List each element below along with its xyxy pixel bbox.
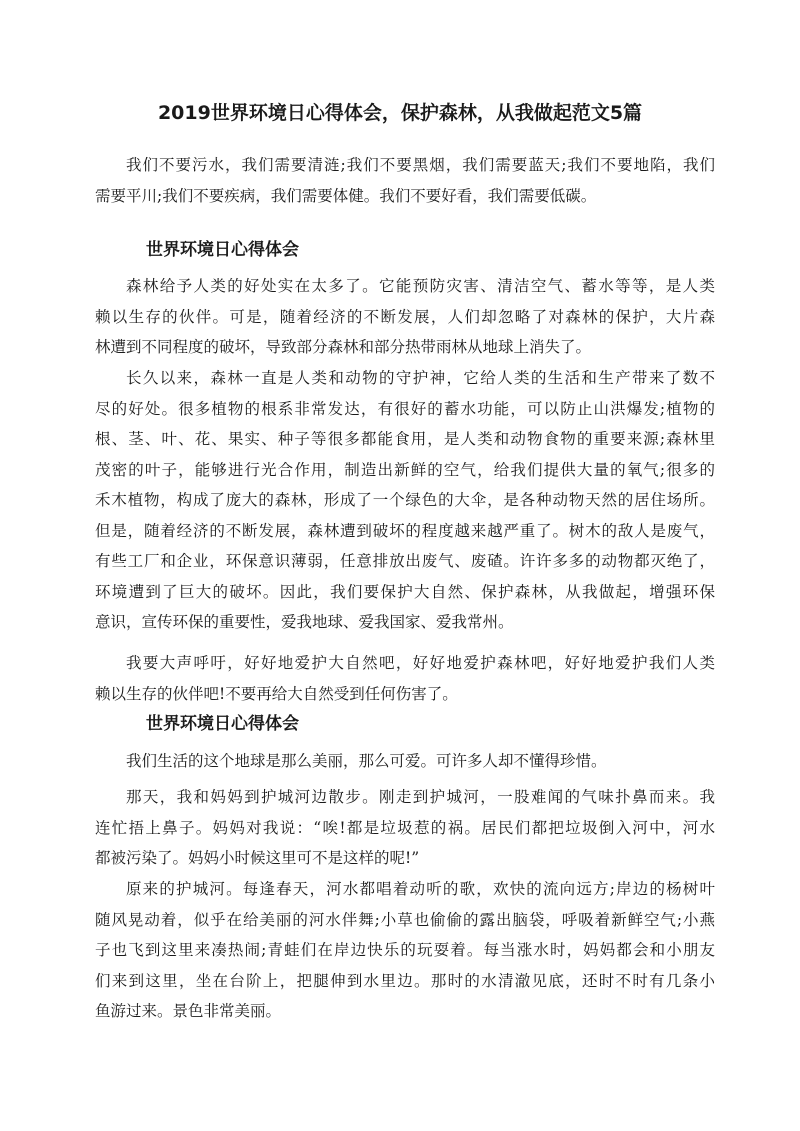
text-line: 随风晃动着，似乎在给美丽的河水伴舞;小草也偷偷的露出脑袋，呼吸着新鲜空气;小燕	[95, 910, 715, 929]
section-heading: 世界环境日心得体会	[146, 240, 299, 260]
text-line: 但是，随着经济的不断发展，森林遭到破坏的程度越来越严重了。树木的敌人是废气，	[95, 521, 715, 540]
text-line: 鱼游过来。景色非常美丽。	[95, 1002, 282, 1020]
text-line: 都被污染了。妈妈小时候这里可不是这样的呢!”	[95, 849, 420, 867]
text-line: 禾木植物，构成了庞大的森林，形成了一个绿色的大伞，是各种动物天然的居住场所。	[95, 491, 715, 509]
text-line: 赖以生存的伙伴。可是，随着经济的不断发展，人们却忽略了对森林的保护，大片森	[95, 307, 715, 326]
body-paragraph	[95, 363, 715, 638]
body-paragraph	[95, 271, 715, 363]
text-line: 需要平川;我们不要疾病，我们需要体健。我们不要好看，我们需要低碳。	[95, 186, 597, 205]
document-title: 2019世界环境日心得体会，保护森林，从我做起范文5篇	[157, 102, 643, 124]
text-line: 尽的好处。很多植物的根系非常发达，有很好的蓄水功能，可以防止山洪爆发;植物的	[95, 399, 715, 418]
text-line: 们来到这里，坐在台阶上，把腿伸到水里边。那时的水清澈见底，还时不时有几条小	[95, 971, 715, 990]
text-line: 我们不要污水，我们需要清涟;我们不要黑烟，我们需要蓝天;我们不要地陷，我们	[126, 156, 715, 174]
body-paragraph	[95, 782, 715, 874]
body-paragraph	[95, 874, 715, 1027]
text-line: 子也飞到这里来凑热闹;青蛙们在岸边快乐的玩耍着。每当涨水时，妈妈都会和小朋友	[95, 941, 715, 959]
text-line: 环境遭到了巨大的破坏。因此，我们要保护大自然、保护森林，从我做起，增强环保	[95, 582, 715, 601]
text-line: 原来的护城河。每逢春天，河水都唱着动听的歌，欢快的流向远方;岸边的杨树叶	[126, 880, 715, 898]
body-paragraph	[95, 648, 715, 709]
text-line: 有些工厂和企业，环保意识薄弱，任意排放出废气、废碴。许许多多的动物都灭绝了，	[95, 552, 715, 570]
text-line: 连忙捂上鼻子。妈妈对我说：“唉!都是垃圾惹的祸。居民们都把垃圾倒入河中，河水	[95, 818, 715, 837]
text-line: 林遭到不同程度的破坏，导致部分森林和部分热带雨林从地球上消失了。	[95, 338, 592, 356]
text-line: 我们生活的这个地球是那么美丽，那么可爱。可许多人却不懂得珍惜。	[126, 752, 607, 770]
text-line: 我要大声呼吁，好好地爱护大自然吧，好好地爱护森林吧，好好地爱护我们人类	[126, 654, 715, 672]
text-line: 长久以来，森林一直是人类和动物的守护神，它给人类的生活和生产带来了数不	[126, 369, 715, 387]
text-line: 根、茎、叶、花、果实、种子等很多都能食用，是人类和动物食物的重要来源;森林里	[95, 430, 715, 448]
text-line: 茂密的叶子，能够进行光合作用，制造出新鲜的空气，给我们提供大量的氧气;很多的	[95, 460, 715, 479]
section-heading: 世界环境日心得体会	[146, 714, 299, 734]
text-line: 那天，我和妈妈到护城河边散步。刚走到护城河，一股难闻的气味扑鼻而来。我	[126, 788, 715, 806]
text-line: 森林给予人类的好处实在太多了。它能预防灾害、清洁空气、蓄水等等，是人类	[126, 277, 715, 295]
text-line: 赖以生存的伙伴吧!不要再给大自然受到任何伤害了。	[95, 684, 458, 703]
body-paragraph	[95, 746, 715, 777]
text-line: 意识，宣传环保的重要性，爱我地球、爱我国家、爱我常州。	[95, 613, 514, 631]
intro-paragraph	[95, 150, 715, 211]
